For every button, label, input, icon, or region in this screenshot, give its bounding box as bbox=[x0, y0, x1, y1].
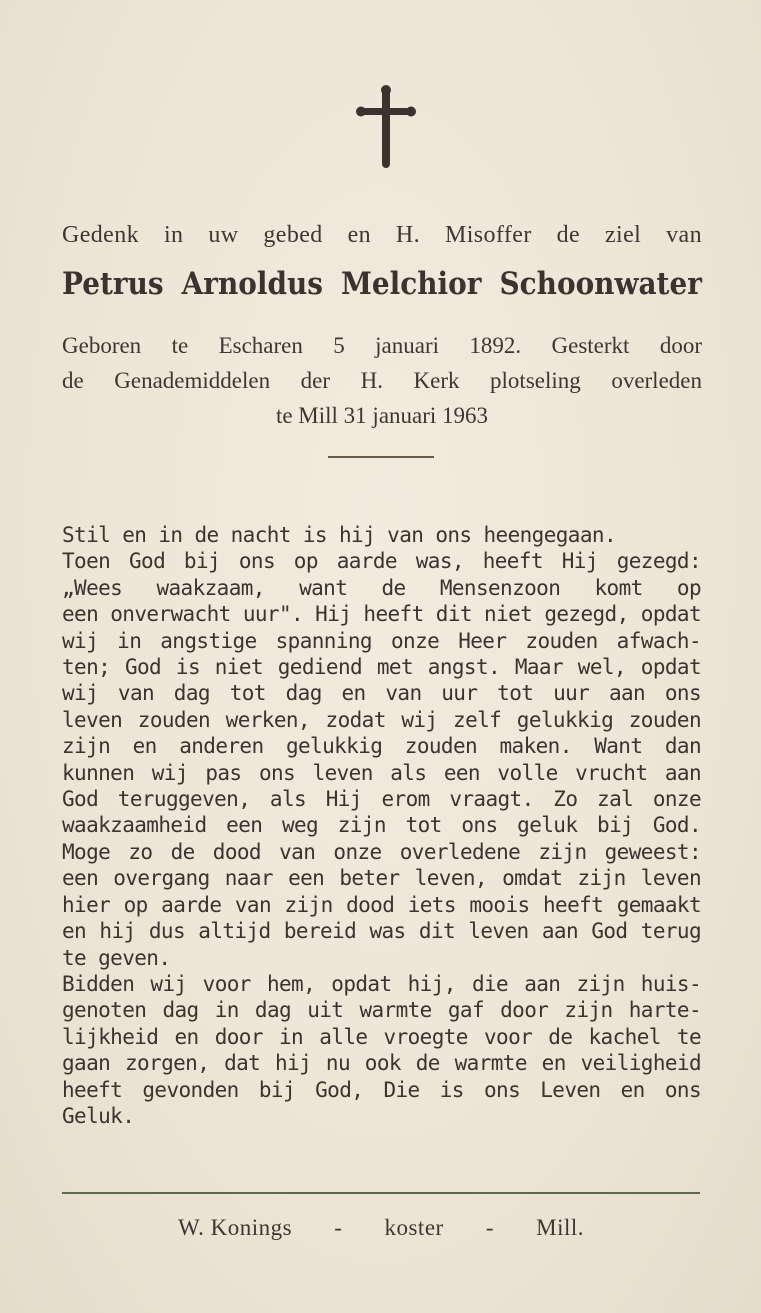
body-line: een onverwacht uur". Hij heeft dit niet gezegd, opdat bbox=[62, 602, 701, 627]
heading-text: Gedenk in uw gebed en H. Misoffer de ziel van bbox=[62, 222, 702, 248]
body-line: Geluk. bbox=[62, 1103, 135, 1128]
printer-name: W. Konings bbox=[178, 1215, 293, 1240]
meditation-text bbox=[62, 522, 701, 1129]
born-line-3: te Mill 31 januari 1963 bbox=[275, 403, 489, 428]
deceased-name: Petrus Arnoldus Melchior Schoonwater bbox=[62, 266, 702, 302]
born-line-1: Geboren te Escharen 5 januari 1892. Gesterkt door bbox=[62, 333, 702, 358]
cross-icon bbox=[356, 84, 416, 168]
born-line-2: de Genademiddelen der H. Kerk plotseling overleden bbox=[62, 368, 702, 393]
body-line: ten; God is niet gediend met angst. Maar wel, opdat bbox=[62, 655, 701, 680]
body-line: genoten dag in dag uit warmte gaf door zijn harte- bbox=[62, 998, 701, 1023]
body-line: een overgang naar een beter leven, omdat zijn leven bbox=[62, 866, 701, 891]
body-line: leven zouden werken, zodat wij zelf gelukkig zouden bbox=[62, 707, 701, 732]
body-line: gaan zorgen, dat hij nu ook de warmte en veiligheid bbox=[62, 1051, 701, 1076]
body-line: wij van dag tot dag en van uur tot uur aan ons bbox=[62, 681, 701, 706]
body-line: hier op aarde van zijn dood iets moois heeft gemaakt bbox=[62, 892, 701, 917]
birth-death-info bbox=[62, 328, 702, 433]
body-line: te geven. bbox=[62, 945, 171, 970]
body-line: Toen God bij ons op aarde was, heeft Hij gezegd: bbox=[62, 549, 701, 574]
body-line: Stil en in de nacht is hij van ons heengegaan. bbox=[62, 523, 616, 547]
body-line: en hij dus altijd bereid was dit leven aan God terug bbox=[62, 919, 701, 944]
footer-separator: - bbox=[485, 1215, 494, 1240]
body-line: God teruggeven, als Hij erom vraagt. Zo zal onze bbox=[62, 787, 701, 812]
body-line: Moge zo de dood van onze overledene zijn geweest: bbox=[62, 839, 701, 864]
body-line: lijkheid en door in alle vroegte voor de kachel te bbox=[62, 1024, 701, 1049]
printer-credit bbox=[178, 1215, 584, 1241]
body-line: Bidden wij voor hem, opdat hij, die aan zijn huis- bbox=[62, 971, 701, 996]
body-line: wij in angstige spanning onze Heer zouden afwach- bbox=[62, 628, 701, 653]
body-line: heeft gevonden bij God, Die is ons Leven en ons bbox=[62, 1077, 701, 1102]
body-line: kunnen wij pas ons leven als een volle vrucht aan bbox=[62, 760, 701, 785]
body-line: zijn en anderen gelukkig zouden maken. Want dan bbox=[62, 734, 701, 759]
printer-role: koster bbox=[384, 1215, 444, 1240]
divider-long bbox=[62, 1192, 700, 1194]
divider-short bbox=[328, 456, 434, 458]
footer-separator: - bbox=[334, 1215, 343, 1240]
printer-place: Mill. bbox=[536, 1215, 584, 1240]
body-line: waakzaamheid een weg zijn tot ons geluk bij God. bbox=[62, 813, 701, 838]
body-line: „Wees waakzaam, want de Mensenzoon komt op bbox=[62, 575, 701, 600]
